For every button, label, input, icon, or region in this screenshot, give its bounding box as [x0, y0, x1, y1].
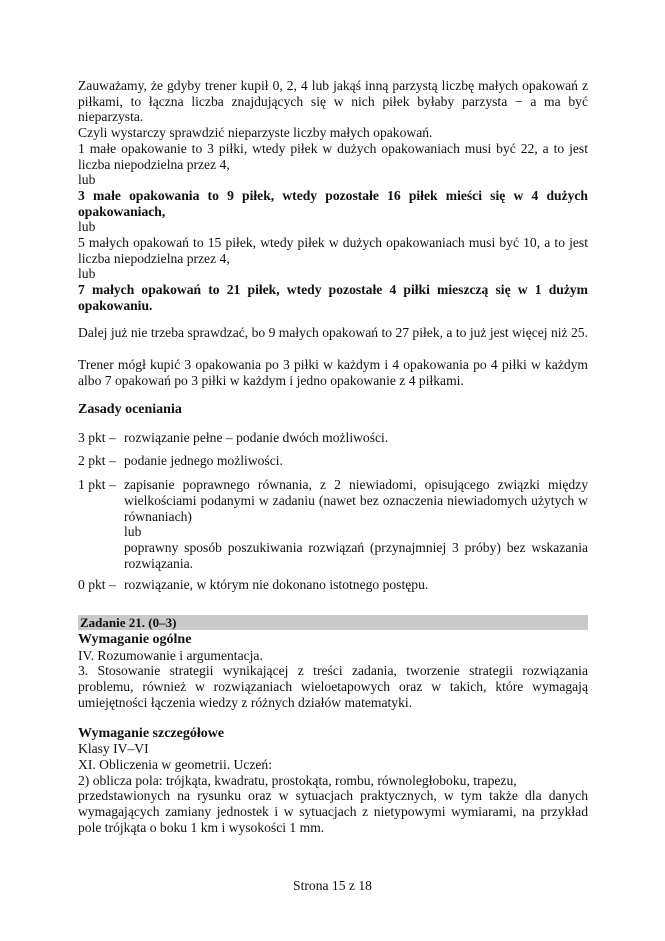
scoring-text-alt: poprawny sposób poszukiwania rozwiązań (przynajmniej 3 próby) bez wskazania rozwiązania. — [124, 539, 588, 571]
case-1: 1 małe opakowanie to 3 piłki, wtedy piłek w dużych opakowaniach musi być 22, a to jest liczba niepodzielna przez 4, — [78, 140, 588, 172]
points: 0 pkt – — [78, 577, 116, 593]
points: 2 pkt – — [78, 453, 116, 469]
or-text: lub — [78, 219, 96, 235]
case-3: 3 małe opakowania to 9 piłek, wtedy pozostałe 16 piłek mieści się w 4 dużych opakowaniach, — [78, 187, 588, 219]
case-7: 7 małych opakowań to 21 piłek, wtedy pozostałe 4 piłki mieszczą się w 1 dużym opakowaniu. — [78, 282, 588, 313]
specific-item-detail: przedstawionych na rysunku oraz w sytuacjach praktycznych, w tym także dla danych wymagających zamiany jednostek i w sytuacjach z nietypowymi wymiarami, na przykład pole trójkąta o boku 1 km i wysokości 1 mm. — [78, 788, 588, 835]
or-text: lub — [124, 524, 142, 540]
odd-check-note: Czyli wystarczy sprawdzić nieparzyste liczby małych opakowań. — [78, 125, 433, 141]
answer: Trener mógł kupić 3 opakowania po 3 piłki w każdym i 4 opakowania po 4 piłki w każdym albo 7 opakowań po 3 piłki w każdym i jedno opakowanie z 4 piłkami. — [78, 357, 588, 388]
solution-reasoning — [78, 78, 588, 314]
scoring-text: zapisanie poprawnego równania, z 2 niewiadomi, opisującego związki między wielkościami podanymi w zadaniu (nawet bez oznaczenia niewiadomych użytych w równaniach) — [124, 477, 588, 524]
task-header: Zadanie 21. (0–3) — [78, 615, 588, 630]
scoring-item — [78, 430, 588, 446]
parity-observation: Zauważamy, że gdyby trener kupił 0, 2, 4 lub jakąś inną parzystą liczbę małych opakowań z piłkami, to łączna liczba znajdujących się w nich piłek byłaby parzysta − a ma być nieparzysta. — [78, 78, 588, 125]
or-text: lub — [78, 172, 96, 188]
scoring-section — [78, 402, 588, 593]
scoring-item — [78, 477, 588, 571]
scoring-text: rozwiązanie, w którym nie dokonano istotnego postępu. — [124, 577, 429, 593]
scoring-title: Zasady oceniania — [78, 402, 182, 417]
points: 1 pkt – — [78, 477, 116, 493]
specific-item: 2) oblicza pola: trójkąta, kwadratu, prostokąta, rombu, równoległoboku, trapezu, — [78, 772, 517, 788]
page-number: Strona 15 z 18 — [293, 878, 372, 893]
task-21 — [78, 615, 588, 835]
or-text: lub — [78, 266, 96, 282]
grade-range: Klasy IV–VI — [78, 741, 149, 757]
case-5: 5 małych opakowań to 15 piłek, wtedy piłek w dużych opakowaniach musi być 10, a to jest liczba niepodzielna przez 4, — [78, 235, 588, 266]
scoring-item — [78, 453, 588, 469]
general-requirement-title: Wymaganie ogólne — [78, 632, 192, 647]
specific-requirement-title: Wymaganie szczegółowe — [78, 725, 225, 741]
further-note: Dalej już nie trzeba sprawdzać, bo 9 małych opakowań to 27 piłek, a to już jest więcej niż 25. — [78, 325, 588, 340]
scoring-item — [78, 577, 588, 593]
points: 3 pkt – — [78, 429, 116, 445]
general-requirement: IV. Rozumowanie i argumentacja. — [78, 647, 263, 663]
scoring-text: podanie jednego możliwości. — [124, 453, 283, 469]
general-requirement-detail: 3. Stosowanie strategii wynikającej z treści zadania, tworzenie strategii rozwiązania problemu, również w rozwiązaniach wieloetapowych oraz w takich, które wymagają umiejętności łączenia wiedzy z różnych działów matematyki. — [78, 663, 588, 710]
scoring-text: rozwiązanie pełne – podanie dwóch możliwości. — [124, 429, 389, 445]
specific-section: XI. Obliczenia w geometrii. Uczeń: — [78, 756, 273, 772]
